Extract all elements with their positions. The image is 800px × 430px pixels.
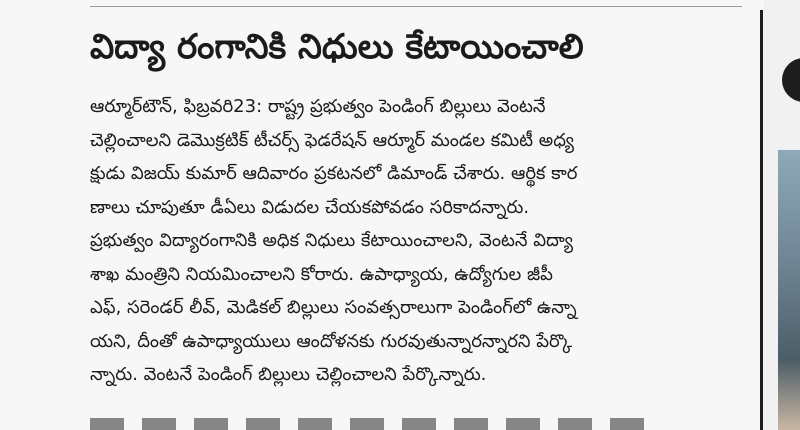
article-line: న్నారు. వెంటనే పెండింగ్ బిల్లులు చెల్లించాలని పేర్కొన్నారు. [90, 364, 487, 385]
top-rule [90, 6, 742, 7]
adjacent-photo [778, 150, 800, 430]
article-line: శాఖ మంత్రిని నియమించాలని కోరారు. ఉపాధ్యాయ, ఉద్యోగుల జీపీ [90, 263, 553, 285]
article-line: ప్రభుత్వం విద్యారంగానికి అధిక నిధులు కేటాయించాలని, వెంటనే విద్యా [90, 230, 573, 251]
article-body [90, 90, 750, 392]
article-line: క్షుడు విజయ్ కుమార్ ఆదివారం ప్రకటనలో డిమాండ్ చేశారు. ఆర్థిక కార [90, 163, 578, 184]
article-line: చెల్లించాలని డెమొక్రటిక్ టీచర్స్ ఫెడరేషన్ ఆర్మూర్ మండల కమిటీ అధ్య [90, 129, 575, 151]
article-line: ఆర్మూర్‌టౌన్, ఫిబ్రవరి23: రాష్ట్ర ప్రభుత్వం పెండింగ్ బిల్లులు వెంటనే [90, 96, 546, 117]
article-line: యని, దీంతో ఉపాధ్యాయులు ఆందోళనకు గురవుతున్నారన్నారని పేర్కొ [90, 330, 573, 352]
column-divider [760, 10, 763, 430]
cut-off-next-line [90, 418, 650, 430]
article-line: ఎఫ్, సరెండర్ లీవ్, మెడికల్ బిల్లులు సంవత్సరాలుగా పెండింగ్‌లో ఉన్నా [90, 297, 577, 318]
article-headline: విద్యా రంగానికి నిధులు కేటాయించాలి [90, 27, 584, 67]
article-line: ణాలు చూపుతూ డీఏలు విడుదల చేయకపోవడం సరికాదన్నారు. [90, 196, 530, 218]
